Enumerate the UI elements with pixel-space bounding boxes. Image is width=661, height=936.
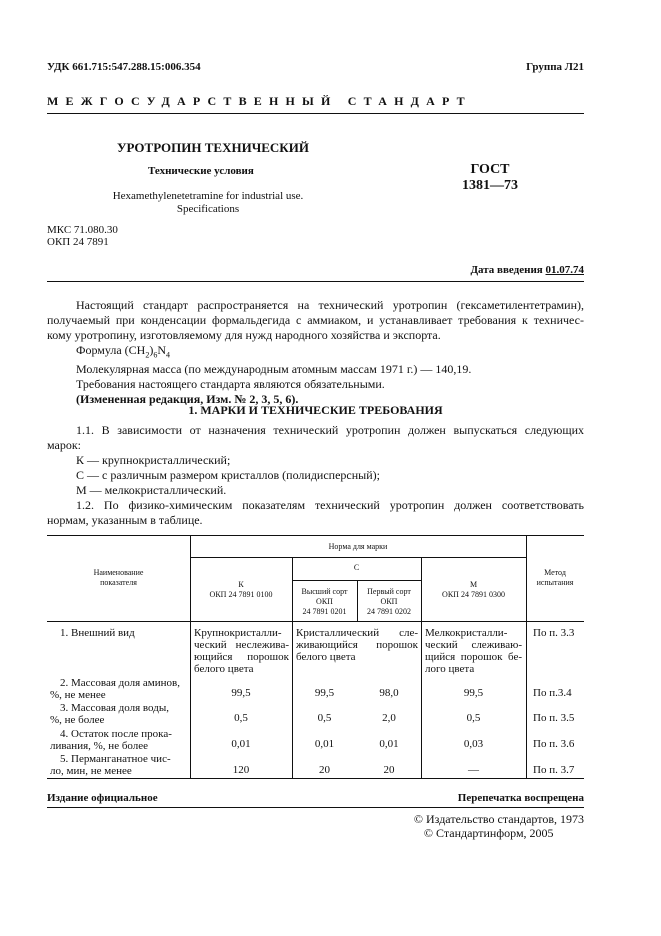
table-cell-c [296,627,418,663]
cell-line: 2. Массовая доля аминов, [60,677,180,689]
grade-label: М [469,580,478,589]
table-cell-method: По п. 3.6 [533,738,575,750]
col-header-k [190,580,292,600]
table-cell-method: По п.3.4 [533,687,572,699]
col-header-c: С [353,563,360,572]
cell-line: ющийся порошок [194,651,289,663]
table-row-name [50,728,187,752]
cell-line: Мелкокристалли- [425,627,508,639]
table-cell-k [194,627,289,675]
formula-text: ) [149,343,154,357]
formula-sub: 2 [145,350,150,360]
header-rule [47,113,584,114]
formula-sub: 4 [166,350,171,360]
table-cell-k: 120 [232,764,250,776]
grade-item: К — крупнокристаллический; [76,453,231,467]
section-heading: 1. МАРКИ И ТЕХНИЧЕСКИЕ ТРЕБОВАНИЯ [188,403,443,417]
col-header-line: показателя [100,578,137,587]
section-line: марок: [47,438,82,452]
table-row-name [50,677,187,701]
table-cell-c2: 20 [383,764,395,776]
col-header-m [421,580,526,600]
col-header-line: Высший сорт [301,587,348,596]
table-cell-c2: 0,01 [379,738,399,750]
intro-date-value: 01.07.74 [545,264,584,276]
date-rule [47,281,584,282]
table-header-bottom [47,621,584,622]
document-subtitle: Технические условия [148,165,254,177]
col-header-line: ОКП [316,597,333,606]
grade-okp: ОКП 24 7891 0300 [442,590,505,599]
col-header-norm: Норма для марки [328,542,388,551]
grade-label: К [238,580,244,589]
section-line: 1.2. По физико-химическим показателям технический уротропин должен соответствовать [76,498,584,512]
col-header-line: 24 7891 0202 [367,607,411,616]
cell-line: 3. Массовая доля воды, [60,702,169,714]
section-line: нормам, указанным в таблице. [47,513,203,527]
cell-line: белого цвета [194,663,254,675]
table-cell-c1: 0,5 [317,712,332,724]
table-cell-method: По п. 3.7 [533,764,575,776]
table-bottom-border [47,778,584,779]
col-header-line: Наименование [93,568,144,577]
reprint-notice: Перепечатка воспрещена [457,792,584,804]
cell-line: живающийся порошок [296,639,418,651]
table-row-name [50,702,187,726]
col-header-line: испытания [536,578,574,587]
group-code: Группа Л21 [526,61,584,73]
formula-text: Формула (CH [76,343,146,357]
cell-line: щийся порошок бе- [425,651,522,663]
cell-line: ло, мин, не менее [50,765,132,777]
table-cell-c2: 2,0 [382,712,396,724]
gost-label: ГОСТ [470,162,510,177]
gost-designation [440,162,540,194]
formula-text: N [157,343,167,357]
table-cell-k: 0,01 [231,738,251,750]
mks-code: МКС 71.080.30 [47,224,118,236]
formula [47,343,584,362]
okp-code: ОКП 24 7891 [47,236,109,248]
table-norm-divider [190,557,526,558]
col-header-line: Метод [544,568,566,577]
section1-text [47,423,584,528]
footer-rule [47,807,584,808]
table-cell-m: 99,5 [463,687,484,699]
formula-sub: 6 [153,350,158,360]
cell-line: %, не более [50,714,105,726]
table-cell-k: 99,5 [231,687,251,699]
cell-line: ческий слеживаю- [425,639,522,651]
col-header-line: 24 7891 0201 [302,607,347,616]
english-title-line: Hexamethylenetetramine for industrial use. [112,190,304,202]
table-cell-method: По п. 3.5 [533,712,575,724]
intro-date-label: Дата введения [470,264,543,276]
intro-line: получаемый при конденсации формальдегида с аммиаком, и устанавливает требования к техничес- [47,313,584,327]
intro-date [470,264,584,276]
cell-line: 5. Перманганатное чис- [60,753,171,765]
edition-note: (Измененная редакция, Изм. № 2, 3, 5, 6). [76,392,299,407]
copyright-block [414,812,584,840]
col-header-c2 [357,587,421,617]
section-line: 1.1. В зависимости от назначения технический уротропин должен выпускаться следующих [76,423,584,437]
table-top-border [47,535,584,536]
udk-code: УДК 661.715:547.288.15:006.354 [47,61,201,73]
mandatory-note: Требования настоящего стандарта являются обязательными. [76,377,385,392]
document-title: УРОТРОПИН ТЕХНИЧЕСКИЙ [117,140,309,155]
molecular-mass: Молекулярная масса (по международным атомным массам 1971 г.) — 140,19. [76,362,472,377]
intro-text [47,298,584,407]
intro-line: кому уротропину, изготовляемому для нужд народного хозяйства и экспорта. [47,328,441,342]
table-cell-c2: 98,0 [379,687,399,699]
table-row-name: 1. Внешний вид [60,627,135,639]
table-cell-method: По п. 3.3 [533,627,575,639]
intro-line: Настоящий стандарт распространяется на технический уротропин (гексаметилентетрамин), [76,298,584,312]
cell-line: ческий неслежива- [194,639,289,651]
table-row-name [50,753,187,777]
cell-line: белого цвета [296,651,356,663]
cell-line: Кристаллический сле- [296,627,418,639]
copyright-line: © Издательство стандартов, 1973 [413,812,584,826]
col-header-name [47,568,190,588]
gost-number: 1381—73 [462,178,518,193]
grade-item: М — мелкокристаллический. [76,483,227,497]
english-title [108,190,308,216]
table-cell-c1: 0,01 [314,738,335,750]
col-header-line: Первый сорт [367,587,411,596]
grade-okp: ОКП 24 7891 0100 [209,590,273,599]
table-cell-k: 0,5 [234,712,248,724]
table-cell-m [425,627,522,675]
grade-item: С — с различным размером кристаллов (полидисперсный); [76,468,380,482]
table-cell-c1: 20 [319,764,330,776]
table-cell-c1: 99,5 [314,687,335,699]
official-edition: Издание официальное [47,792,158,804]
copyright-line: © Стандартинформ, 2005 [423,826,554,840]
table-cell-m: 0,5 [466,712,481,724]
table-cell-m: — [468,764,479,776]
col-header-line: ОКП [380,597,398,606]
col-header-method [526,568,584,588]
cell-line: лого цвета [425,663,475,675]
table-cell-m: 0,03 [463,738,484,750]
standard-kind: МЕЖГОСУДАРСТВЕННЫЙ СТАНДАРТ [47,94,472,108]
cell-line: 4. Остаток после прока- [60,728,172,740]
col-header-c1 [292,587,357,617]
english-title-line: Specifications [176,203,240,215]
cell-line: Крупнокристалли- [194,627,282,639]
cell-line: ливания, %, не более [50,740,149,752]
cell-line: %, не менее [50,689,106,701]
